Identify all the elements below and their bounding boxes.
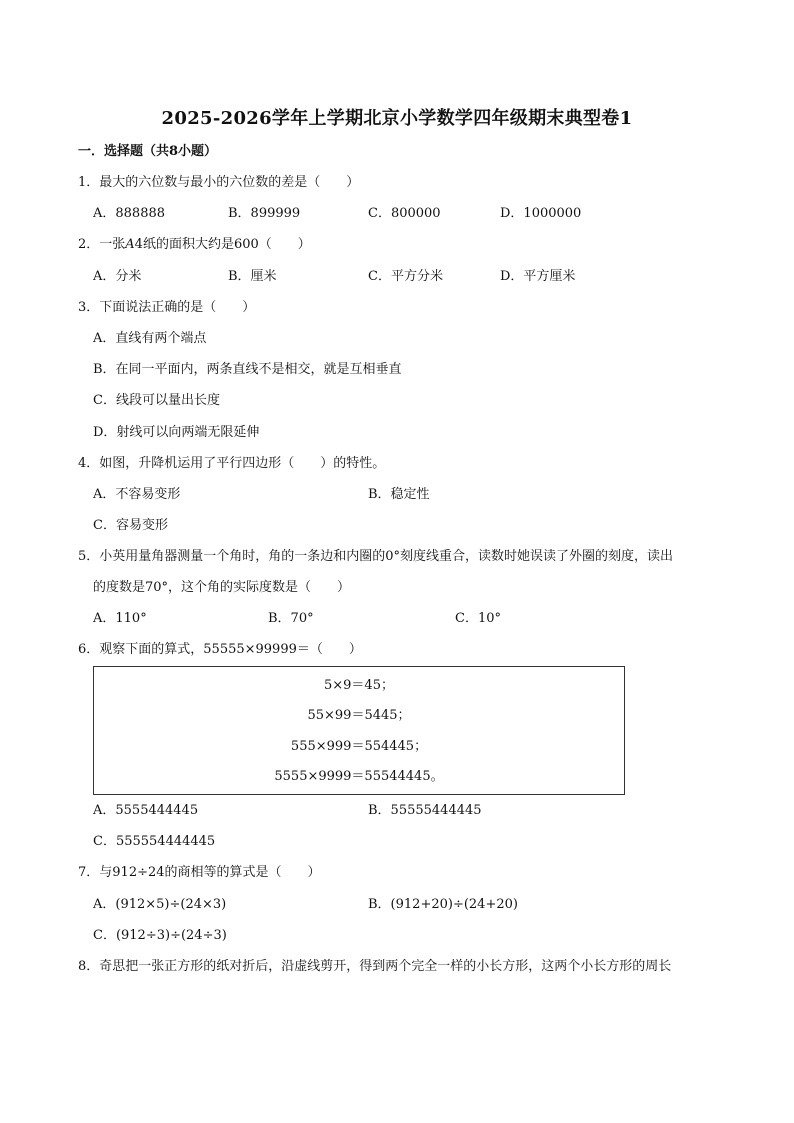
question-3-stem: 3．下面说法正确的是（ ）	[78, 300, 256, 315]
question-2-stem-pre: 2．一张	[78, 237, 126, 252]
question-2-stem-var: A	[125, 237, 135, 252]
question-6-option-b: B．55555444445	[368, 803, 482, 818]
page-title: 2025-2026学年上学期北京小学数学四年级期末典型卷1	[161, 108, 633, 129]
question-2-option-a: A．分米	[93, 269, 142, 284]
equation-line-2: 55×99＝5445；	[307, 708, 411, 723]
question-6-option-a: A．5555444445	[93, 803, 199, 818]
question-7-option-b: B．(912+20)÷(24+20)	[368, 897, 518, 912]
question-7-option-a: A．(912×5)÷(24×3)	[93, 897, 227, 912]
question-2-option-b: B．厘米	[228, 269, 277, 284]
question-3-option-b: B．在同一平面内，两条直线不是相交，就是互相垂直	[93, 362, 402, 377]
question-8-stem: 8．奇思把一张正方形的纸对折后，沿虚线剪开，得到两个完全一样的小长方形，这两个小长方形的周长	[78, 959, 672, 974]
question-5-option-b: B．70°	[268, 611, 314, 626]
question-1-option-b: B．899999	[228, 206, 301, 221]
section-heading: 一．选择题（共8小题）	[78, 144, 218, 159]
question-3-option-a: A．直线有两个端点	[93, 331, 207, 346]
question-1-option-a: A．888888	[93, 206, 166, 221]
equation-box	[93, 666, 625, 795]
question-7-option-c: C．(912÷3)÷(24÷3)	[93, 928, 227, 943]
question-2-stem-post: 4纸的面积大约是600（ ）	[134, 237, 311, 252]
equation-line-1: 5×9＝45；	[324, 678, 394, 693]
question-3-option-d: D．射线可以向两端无限延伸	[93, 425, 260, 440]
question-5-option-c: C．10°	[455, 611, 501, 626]
question-5-option-a: A．110°	[93, 611, 147, 626]
question-2-option-d: D．平方厘米	[500, 269, 576, 284]
question-4-option-a: A．不容易变形	[93, 487, 181, 502]
equation-line-4: 5555×9999＝55544445。	[274, 769, 444, 784]
question-5-stem-line-1: 5．小英用量角器测量一个角时，角的一条边和内圈的0°刻度线重合，读数时她误读了外圈的刻度，读出	[78, 549, 674, 564]
question-1-stem: 1．最大的六位数与最小的六位数的差是（ ）	[78, 175, 360, 190]
question-1-option-c: C．800000	[368, 206, 441, 221]
question-4-option-c: C．容易变形	[93, 518, 168, 533]
question-3-option-c: C．线段可以量出长度	[93, 393, 220, 408]
question-6-option-c: C．555554444445	[93, 834, 216, 849]
question-2-stem	[78, 236, 311, 254]
question-2-option-c: C．平方分米	[368, 269, 443, 284]
question-4-option-b: B．稳定性	[368, 487, 430, 502]
equation-line-3: 555×999＝554445；	[290, 739, 428, 754]
question-5-stem-line-2: 的度数是70°，这个角的实际度数是（ ）	[93, 580, 351, 595]
question-1-option-d: D．1000000	[500, 206, 582, 221]
question-4-stem: 4．如图，升降机运用了平行四边形（ ）的特性。	[78, 456, 386, 471]
question-7-stem: 7．与912÷24的商相等的算式是（ ）	[78, 865, 321, 880]
question-6-stem: 6．观察下面的算式，55555×99999＝（ ）	[78, 642, 362, 657]
